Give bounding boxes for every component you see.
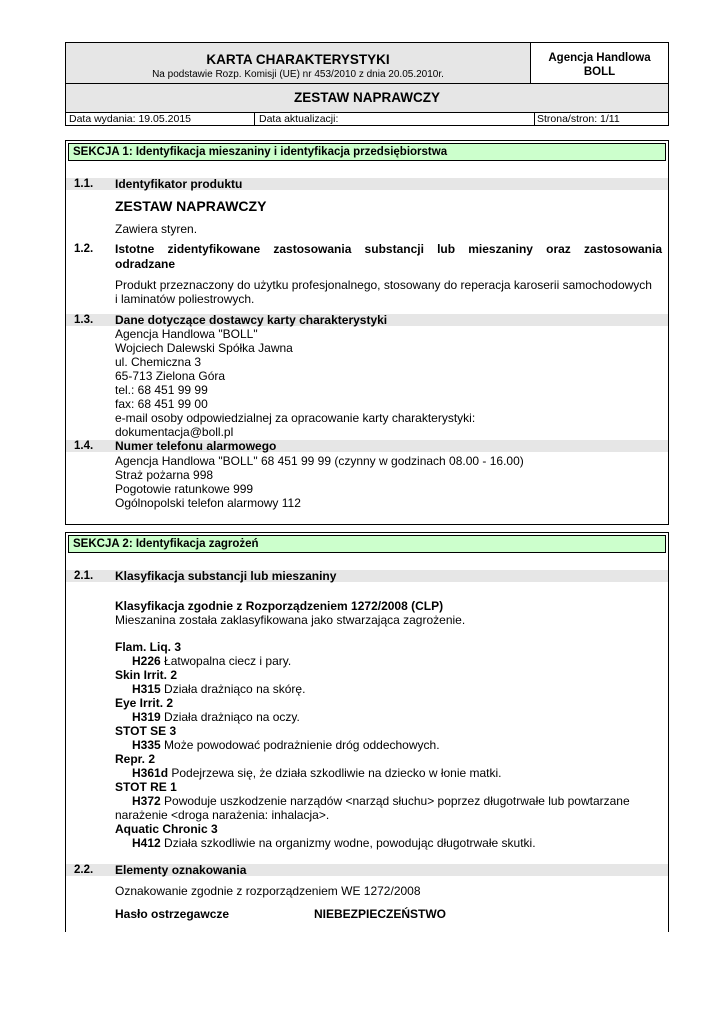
hazard-code: H372 [132, 794, 161, 808]
hazard-text-cont: narażenie <droga narażenia: inhalacja>. [115, 808, 330, 822]
hazard-class: Aquatic Chronic 3 [115, 822, 218, 836]
subsection-number: 2.2. [74, 864, 94, 876]
hazard-class: Skin Irrit. 2 [115, 668, 178, 682]
hazard-code: H361d [132, 766, 169, 780]
supplier-email: dokumentacja@boll.pl [115, 425, 234, 439]
hazard-statement [132, 794, 630, 808]
hazard-text: Działa drażniąco na oczy. [160, 710, 300, 724]
emergency-line: Straż pożarna 998 [115, 468, 214, 482]
emergency-line: Ogólnopolski telefon alarmowy 112 [115, 496, 301, 510]
section-2 [65, 532, 669, 932]
subsection-title: Dane dotyczące dostawcy karty charakterystyki [115, 313, 388, 327]
legal-basis: Na podstawie Rozp. Komisji (UE) nr 453/2010 z dnia 20.05.2010r. [152, 69, 444, 80]
subsection-number: 2.1. [74, 570, 94, 582]
clp-title: Klasyfikacja zgodnie z Rozporządzeniem 1272/2008 (CLP) [115, 599, 444, 613]
subsection-title: Elementy oznakowania [115, 863, 247, 877]
supplier-line: 65-713 Zielona Góra [115, 369, 226, 383]
supplier-line: tel.: 68 451 99 99 [115, 383, 208, 397]
divider [534, 113, 535, 125]
hazard-text: Podejrzewa się, że działa szkodliwie na dziecko w łonie matki. [168, 766, 502, 780]
hazard-text: Może powodować podrażnienie dróg oddechowych. [160, 738, 440, 752]
signal-word-value: NIEBEZPIECZEŃSTWO [314, 907, 447, 921]
subsection-title-cont: odradzane [115, 257, 176, 271]
hazard-statement [132, 766, 502, 780]
hazard-code: H315 [132, 682, 161, 696]
issue-date: Data wydania: 19.05.2015 [69, 113, 192, 125]
clp-text: Mieszanina została zaklasyfikowana jako stwarzająca zagrożenie. [115, 613, 466, 627]
hazard-statement [132, 836, 536, 850]
usage-text: Produkt przeznaczony do użytku profesjonalnego, stosowany do reperacja karoserii samochodowych [115, 278, 652, 292]
hazard-text: Działa drażniąco na skórę. [160, 682, 306, 696]
hazard-text: Powoduje uszkodzenie narządów <narząd słuchu> poprzez długotrwałe lub powtarzane [160, 794, 630, 808]
subsection-title: Istotne zidentyfikowane zastosowania substancji lub mieszaniny oraz zastosowania [115, 242, 662, 256]
hazard-class: Eye Irrit. 2 [115, 696, 174, 710]
hazard-statement [132, 654, 291, 668]
hazard-class: Repr. 2 [115, 752, 156, 766]
subsection-title: Klasyfikacja substancji lub mieszaniny [115, 569, 337, 583]
supplier-line: ul. Chemiczna 3 [115, 355, 202, 369]
supplier-line: Agencja Handlowa "BOLL" [115, 327, 258, 341]
page-number: Strona/stron: 1/11 [537, 113, 620, 125]
subsection-number: 1.4. [74, 440, 94, 452]
hazard-code: H335 [132, 738, 161, 752]
hazard-statement [132, 738, 440, 752]
section-2-heading: SEKCJA 2: Identyfikacja zagrożeń [68, 535, 666, 553]
subsection-number: 1.1. [74, 178, 94, 190]
contains-text: Zawiera styren. [115, 222, 198, 236]
hazard-code: H412 [132, 836, 161, 850]
section-1-heading: SEKCJA 1: Identyfikacja mieszaniny i identyfikacja przedsiębiorstwa [68, 143, 666, 161]
header-title-row [66, 43, 668, 84]
emergency-line: Pogotowie ratunkowe 999 [115, 482, 254, 496]
product-identifier: ZESTAW NAPRAWCZY [115, 198, 267, 214]
supplier-line: Wojciech Dalewski Spółka Jawna [115, 341, 293, 355]
usage-text-cont: i laminatów poliestrowych. [115, 292, 255, 306]
hazard-text: Działa szkodliwie na organizmy wodne, powodując długotrwałe skutki. [160, 836, 536, 850]
hazard-code: H226 [132, 654, 161, 668]
emergency-line: Agencja Handlowa "BOLL" 68 451 99 99 (czynny w godzinach 08.00 - 16.00) [115, 454, 524, 468]
labelling-text: Oznakowanie zgodnie z rozporządzeniem WE 1272/2008 [115, 884, 421, 898]
agency-line1: Agencja Handlowa [548, 52, 651, 64]
signal-word-label: Hasło ostrzegawcze [115, 907, 230, 921]
document-header [65, 42, 669, 126]
subsection-title: Numer telefonu alarmowego [115, 439, 277, 453]
product-name: ZESTAW NAPRAWCZY [66, 84, 668, 113]
document-title: KARTA CHARAKTERYSTYKI [206, 52, 390, 67]
hazard-text: Łatwopalna ciecz i pary. [160, 654, 292, 668]
supplier-line: fax: 68 451 99 00 [115, 397, 208, 411]
divider [254, 113, 255, 125]
subsection-title: Identyfikator produktu [115, 177, 243, 191]
section-1 [65, 140, 669, 525]
supplier-line: e-mail osoby odpowiedzialnej za opracowanie karty charakterystyki: [115, 411, 476, 425]
subsection-number: 1.3. [74, 314, 94, 326]
hazard-class: STOT RE 1 [115, 780, 177, 794]
agency-line2: BOLL [583, 66, 616, 78]
hazard-statement [132, 710, 300, 724]
hazard-code: H319 [132, 710, 161, 724]
subsection-number: 1.2. [74, 243, 94, 255]
update-date: Data aktualizacji: [259, 113, 339, 125]
agency-name [530, 43, 668, 83]
hazard-statement [132, 682, 305, 696]
hazard-class: Flam. Liq. 3 [115, 640, 182, 654]
hazard-class: STOT SE 3 [115, 724, 177, 738]
